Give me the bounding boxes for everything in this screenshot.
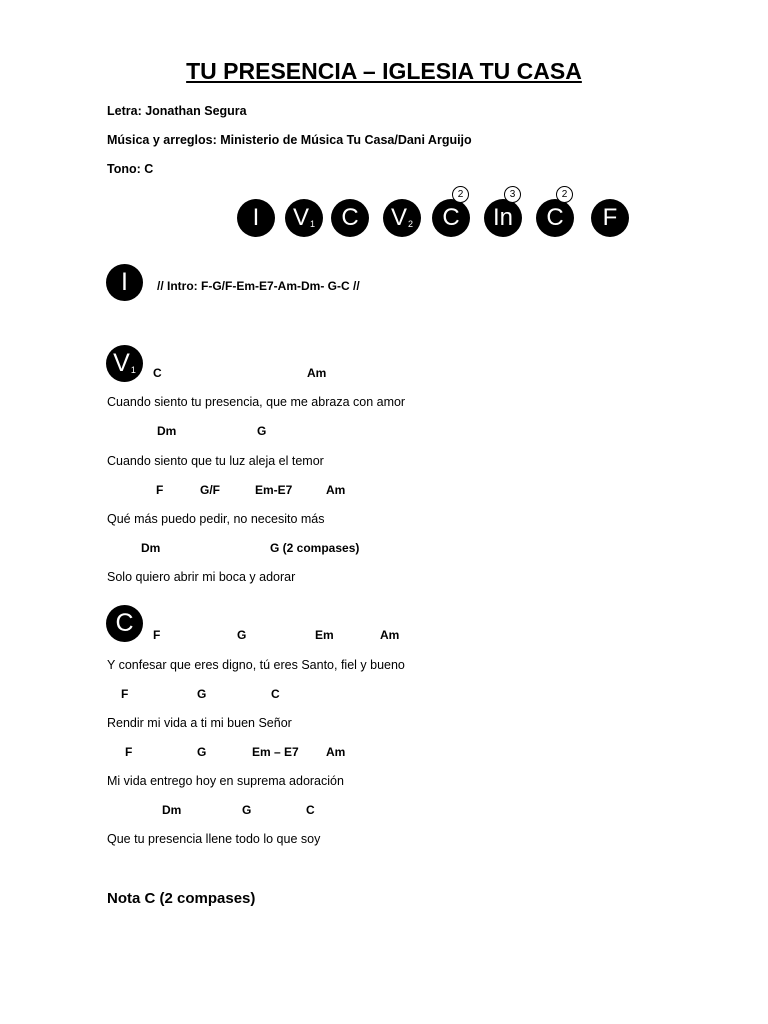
structure-step-label: I: [252, 204, 260, 231]
chord-label: Dm: [157, 424, 177, 438]
verse-section-marker: [106, 345, 143, 382]
chord-label: Am: [380, 628, 400, 642]
verse-marker-number: 1: [130, 364, 136, 375]
chord-label: G: [197, 745, 207, 759]
structure-step: [331, 199, 369, 237]
structure-step-label: In: [492, 204, 513, 231]
chord-label: F: [121, 687, 129, 701]
chord-label: Em – E7: [252, 745, 299, 759]
structure-step: [432, 199, 470, 237]
lyric-line: Que tu presencia llene todo lo que soy: [107, 832, 321, 846]
chord-label: Em: [315, 628, 334, 642]
chord-label: Am: [326, 745, 346, 759]
structure-step: [237, 199, 275, 237]
lyric-line: Solo quiero abrir mi boca y adorar: [107, 570, 296, 584]
chord-label: Am: [307, 366, 327, 380]
chord-label: G/F: [200, 483, 220, 497]
chord-label: C: [271, 687, 280, 701]
intro-progression: // Intro: F-G/F-Em-E7-Am-Dm- G-C //: [157, 279, 360, 293]
repeat-count-badge: 2: [452, 186, 469, 203]
structure-step: [383, 199, 421, 237]
structure-step-label: V: [390, 204, 407, 231]
chord-label: G: [197, 687, 207, 701]
structure-step-label: C: [442, 204, 460, 231]
chord-label: G: [257, 424, 267, 438]
lyric-line: Y confesar que eres digno, tú eres Santo, fiel y bueno: [107, 658, 405, 672]
chord-label: F: [156, 483, 164, 497]
structure-step: [591, 199, 629, 237]
lyric-line: Cuando siento que tu luz aleja el temor: [107, 454, 324, 468]
verse-marker-label: V: [113, 349, 130, 377]
structure-step: [536, 199, 574, 237]
structure-step: [285, 199, 323, 237]
chorus-marker-label: C: [115, 609, 134, 637]
chord-label: Dm: [141, 541, 161, 555]
structure-step-label: C: [341, 204, 359, 231]
song-title: TU PRESENCIA – IGLESIA TU CASA: [186, 58, 582, 84]
key-label: Tono: C: [107, 162, 154, 176]
chord-label: F: [153, 628, 161, 642]
chord-label: F: [125, 745, 133, 759]
lyrics-credit: Letra: Jonathan Segura: [107, 104, 247, 118]
lyric-line: Cuando siento tu presencia, que me abraza con amor: [107, 395, 406, 409]
chord-label: Am: [326, 483, 346, 497]
repeat-count-badge: 2: [556, 186, 573, 203]
intro-section-marker: [106, 264, 143, 301]
structure-step: [484, 199, 522, 237]
music-credit: Música y arreglos: Ministerio de Música Tu Casa/Dani Arguijo: [107, 133, 472, 147]
structure-step-number: 2: [408, 219, 414, 229]
lyric-line: Qué más puedo pedir, no necesito más: [107, 512, 325, 526]
structure-step-number: 1: [310, 219, 316, 229]
chord-label: Dm: [162, 803, 182, 817]
structure-step-label: C: [546, 204, 564, 231]
repeat-count-badge: 3: [504, 186, 521, 203]
structure-step-label: V: [292, 204, 309, 231]
chord-label: C: [153, 366, 162, 380]
chord-label: G: [242, 803, 252, 817]
chord-label: C: [306, 803, 315, 817]
lyric-line: Mi vida entrego hoy en suprema adoración: [107, 774, 344, 788]
chord-label: G (2 compases): [270, 541, 360, 555]
lyric-line: Rendir mi vida a ti mi buen Señor: [107, 716, 292, 730]
ending-note: Nota C (2 compases): [107, 890, 256, 907]
chord-label: G: [237, 628, 247, 642]
structure-step-label: F: [602, 204, 618, 231]
chorus-section-marker: [106, 605, 143, 642]
intro-marker-label: I: [121, 268, 128, 296]
chord-label: Em-E7: [255, 483, 293, 497]
